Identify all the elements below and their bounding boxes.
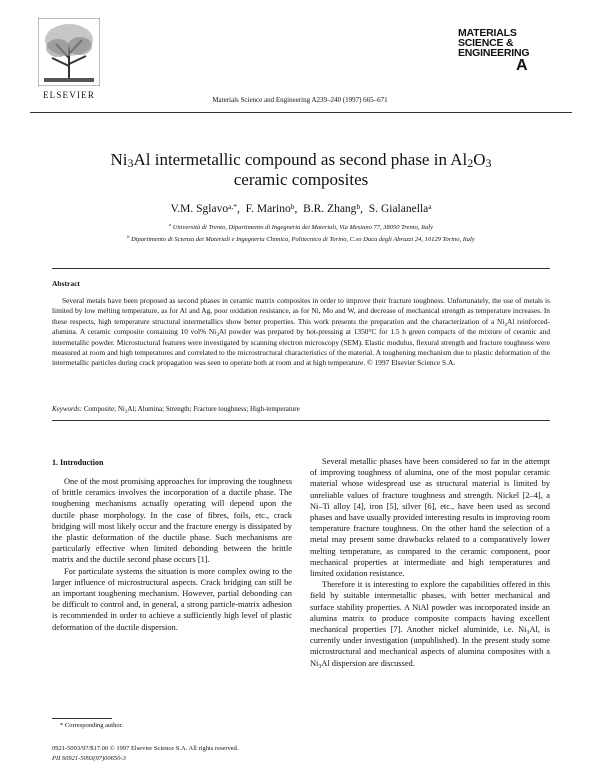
elsevier-logo — [30, 18, 108, 108]
abstract-heading: Abstract — [52, 279, 80, 288]
paragraph: One of the most promising approaches for improving the toughness of brittle ceramics involves the incorporation of a ductile phase. The toughening mechanisms actually operating will depend upon the ductile phase morphology. In the case of fibres, foils, etc., crack bridging will most likely occur and the fracture energy is dissipated by the plastic deformation of the ductile phase. Such mechanisms are particularly effective when limited debonding between the brittle matrix and the ductile second phase occurs [1]. — [52, 477, 292, 565]
footnote: * Corresponding author. — [60, 722, 124, 729]
journal-logo — [458, 28, 554, 74]
keywords-label: Keywords: — [52, 405, 83, 413]
publisher-name: ELSEVIER — [42, 90, 96, 100]
section-heading: 1. Introduction — [52, 458, 104, 467]
body-column-right — [310, 456, 550, 669]
journal-logo-line: MATERIALS — [458, 27, 517, 39]
author: F. Marino — [245, 203, 291, 215]
paragraph: Several metallic phases have been considered so far in the attempt of improving toughness of alumina, one of the most popular ceramic material whose widespread use as structural material is limited by unreliable values of fracture toughness and strength. Nickel [2–4], a Ni–Ti alloy [4], iron [5], silver [6], etc., have been used as second phases and have usually provided interesting results in improving room temperature fracture toughness. On the other hand the selection of a metal may present some drawbacks related to a comparatively lower melting temperature, as compared to the ceramic component, poor mechanical properties at intermediate and high temperatures and limited oxidation resistance. — [310, 457, 550, 579]
journal-logo-letter: A — [516, 57, 528, 74]
footnote-rule — [52, 718, 112, 719]
author-list: V.M. Sglavo$^{a,*}$, F. Marino$^b$, B.R. Zhang$^b$, S. Gialanella$^a$ — [170, 202, 432, 215]
journal-reference: Materials Science and Engineering A239–240 (1997) 665–671 — [212, 96, 388, 104]
journal-logo-line: ENGINEERING — [458, 47, 530, 59]
copyright-footer — [52, 744, 239, 764]
abstract-top-rule — [52, 268, 550, 269]
abstract-bottom-rule — [52, 420, 550, 421]
paper-title: $Ni_3Al$ intermetallic compound as second phase in $Al_2O_3$ ceramic composites — [110, 150, 492, 189]
author: V.M. Sglavo — [170, 203, 229, 215]
abstract-text: Several metals have been proposed as second phases in ceramic matrix composites in order to improve their fracture toughness. Unfortunately, the use of metals is limited by low melting temperature, as for Al and Ag, poor oxidation resistance, as for Ni, Mo and W, and decrease of mechanical strength as temperature increases. In these respects, high temperature structural intermetallics show better properties. This work presents the preparation and the characterization of a $Ni_3Al$ reinforced-alumina. A ceramic composite containing 10 vol% $Ni_3Al$ powder was prepared by hot-pressing at 1350°C for 1.5 h green compacts of the mixture of ceramic and intermetallic powder. Microstuctural features were investigated by scanning electron microscopy (SEM). Elastic modulus, flexural strength and fracture toughness were measured at room and high temperatures and correlated to the microstructural characteristics of the material. A toughening mechanism due to plastic deformation of the intermetallic particles during crack propagation was seen to operate both at room and at high temperature. © 1997 Elsevier Science S.A. — [52, 296, 551, 368]
author: S. Gialanella — [368, 203, 429, 215]
journal-logo-line: SCIENCE & — [458, 37, 514, 49]
header-rule — [30, 112, 572, 113]
affiliation-a: $^a$ Università di Trento, Dipartimento di Ingegneria dei Materiali, Via Mesiano 77, 38050 Trento, Italy — [168, 222, 433, 231]
body-column-left — [52, 476, 292, 633]
copyright-line: 0921-5093/97/$17.00 © 1997 Elsevier Science S.A. All rights reserved. — [52, 745, 239, 752]
paragraph: For particulate systems the situation is more complex owing to the larger influence of microstructural aspects. Crack bridging can still be an important toughening mechanism. However, partial debonding can be difficult to control and, in general, a strong particle-matrix adhesion is recommended in order to achieve a sufficiently high level of plastic deformation of the ductile dispersion. — [52, 566, 292, 632]
keywords: Keywords: Composite; $Ni_3Al$; Alumina; Strength; Fracture toughness; High-temperature — [52, 405, 300, 415]
pii-line: PII S0921-5093(97)00650-3 — [52, 755, 126, 762]
paragraph: Therefore it is interesting to explore the capabilities offered in this field by suitable intermetallic phases, with better mechanical and surface stability properties. A NiAl powder was incorporated inside an alumina matrix to produce composite compacts having excellent mechanical properties [7]. Another nickel aluminide, i.e. $Ni_3Al$, is currently under investigation (unpublished). In the present study some microstructural and mechanical aspects of alumina composites with a $Ni_3Al$ dispersion are discussed. — [310, 580, 550, 670]
affiliation-b: $^b$ Dipartimento di Scienza dei Materiali e Ingegneria Chimica, Politecnico di Torino, C.so Duca degli Abruzzi 24, 10129 Torino, Italy — [127, 234, 475, 243]
elsevier-tree-icon — [38, 18, 100, 86]
author: B.R. Zhang — [303, 203, 357, 215]
